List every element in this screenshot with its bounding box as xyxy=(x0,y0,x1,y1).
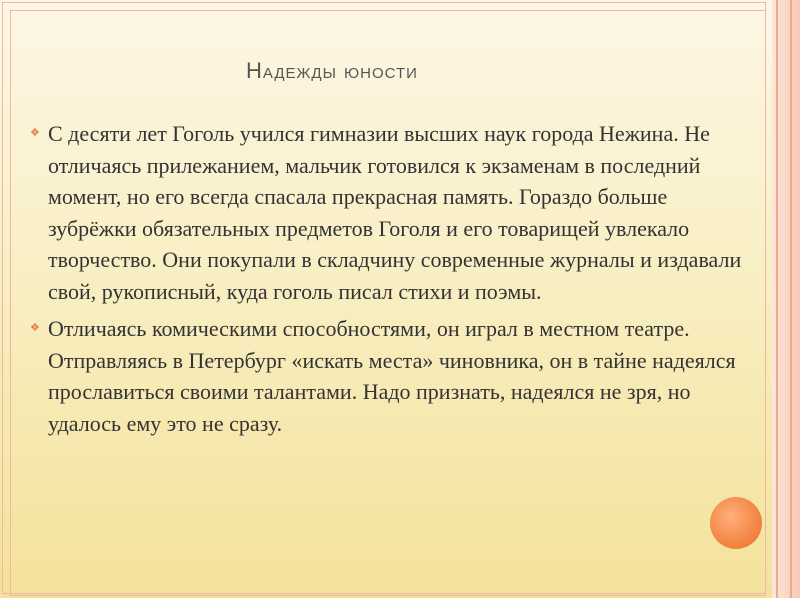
right-band-stripe xyxy=(776,0,778,598)
decorative-circle xyxy=(710,497,762,549)
slide-title: Надежды юности xyxy=(246,58,418,83)
bullet-list xyxy=(30,118,750,445)
bullet-text: Отличаясь комическими способностями, он играл в местном театре. Отправляясь в Петербург «искать места» чиновника, он в тайне надеялся прославиться своими талантами. Надо признать, надеялся не зря, но удалось ему это не сразу. xyxy=(48,316,736,436)
bullet-item xyxy=(30,313,750,439)
right-band-stripe xyxy=(790,0,792,598)
bullet-icon: ❖ xyxy=(30,322,40,334)
bullet-text: С десяти лет Гоголь учился гимназии высших наук города Нежина. Не отличаясь прилежанием, мальчик готовился к экзаменам в последний момент, но его всегда спасала прекрасная память. Гораздо больше зубрёжки обязательных предметов Гоголя и его товарищей увлекало творчество. Они покупали в складчину современные журналы и издавали свой, рукописный, куда гоголь писал стихи и поэмы. xyxy=(48,121,742,304)
bullet-item xyxy=(30,118,750,307)
bullet-icon: ❖ xyxy=(30,127,40,139)
